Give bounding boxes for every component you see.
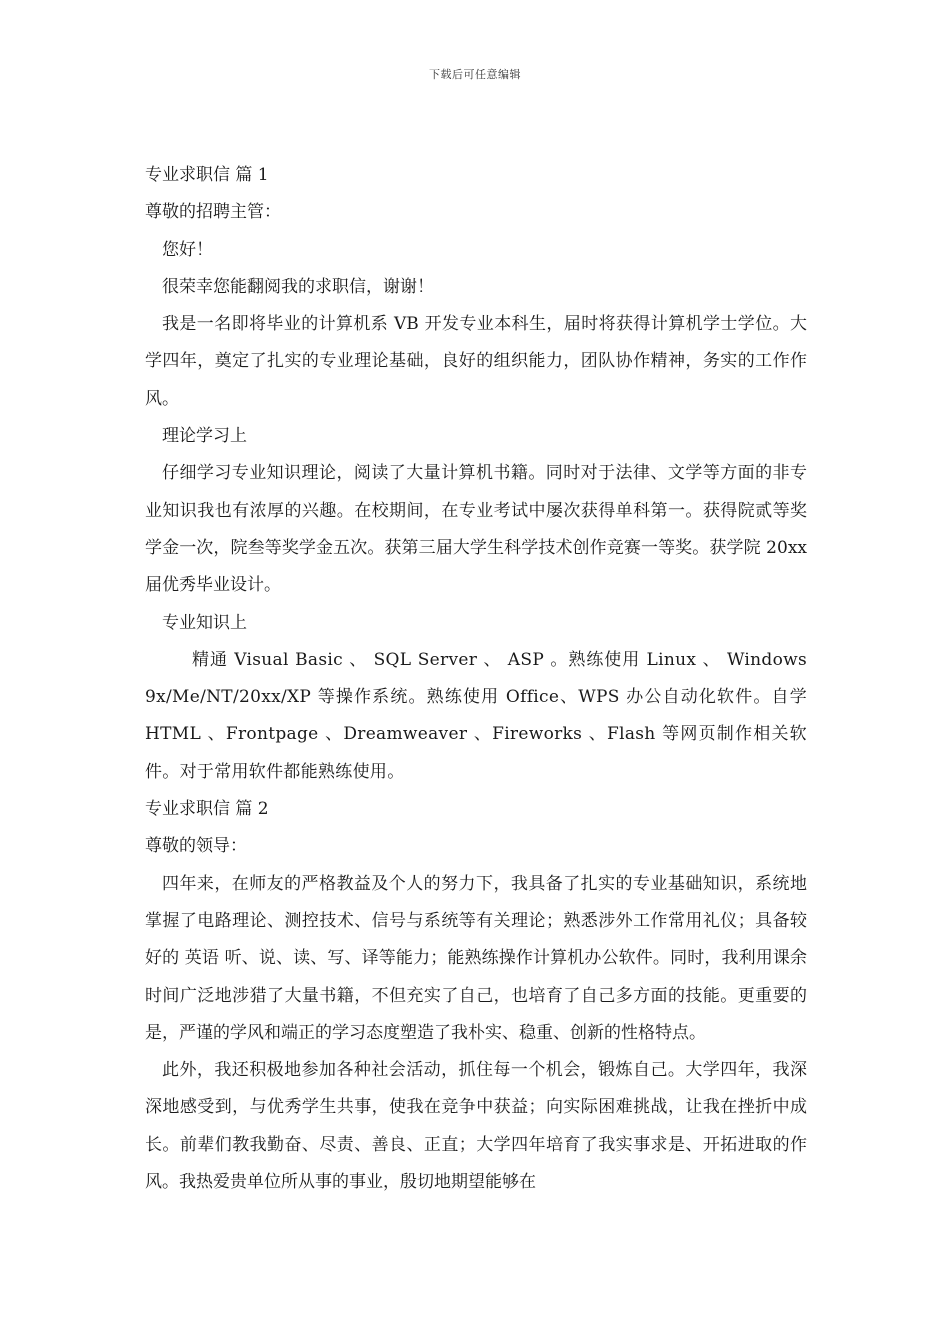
- letter1-section1-title: 理论学习上: [162, 426, 247, 447]
- letter2-title: 专业求职信 篇 2: [145, 799, 269, 820]
- letter1-greeting: 您好！: [162, 239, 213, 260]
- letter1-section2-body: 精通 Visual Basic 、 SQL Server 、 ASP 。熟练使用 Linux 、 Windows 9x/Me/NT/20xx/XP 等操作系统。熟练使用 Office、WPS 办公自动化软件。自学 HTML 、Frontpage 、Dreamweaver 、Fireworks 、Flash 等网页制作相关软件。对于常用软件都能熟练使用。: [145, 649, 807, 782]
- page-header-note: 下载后可任意编辑: [429, 68, 521, 81]
- document-body: [145, 157, 807, 1201]
- letter1-thanks: 很荣幸您能翻阅我的求职信，谢谢！: [162, 276, 434, 297]
- letter2-para2: 此外，我还积极地参加各种社会活动，抓住每一个机会，锻炼自己。大学四年，我深深地感受到，与优秀学生共事，使我在竞争中获益；向实际困难挑战，让我在挫折中成长。前辈们教我勤奋、尽责、善良、正直；大学四年培育了我实事求是、开拓进取的作风。我热爱贵单位所从事的事业，殷切地期望能够在: [145, 1060, 807, 1193]
- letter1-section2-title: 专业知识上: [162, 612, 247, 633]
- letter2-salutation: 尊敬的领导：: [145, 836, 247, 857]
- letter1-section1-body: 仔细学习专业知识理论，阅读了大量计算机书籍。同时对于法律、文学等方面的非专业知识我也有浓厚的兴趣。在校期间，在专业考试中屡次获得单科第一。获得院贰等奖学金一次，院叁等奖学金五次。获第三届大学生科学技术创作竞赛一等奖。获学院 20xx 届优秀毕业设计。: [145, 463, 807, 596]
- letter1-intro: 我是一名即将毕业的计算机系 VB 开发专业本科生，届时将获得计算机学士学位。大学四年，奠定了扎实的专业理论基础，良好的组织能力，团队协作精神，务实的工作作风。: [145, 314, 807, 409]
- letter1-salutation: 尊敬的招聘主管：: [145, 202, 281, 223]
- letter2-para1: 四年来，在师友的严格教益及个人的努力下，我具备了扎实的专业基础知识，系统地掌握了电路理论、测控技术、信号与系统等有关理论；熟悉涉外工作常用礼仪；具备较好的 英语 听、说、读、写、译等能力；能熟练操作计算机办公软件。同时，我利用课余时间广泛地涉猎了大量书籍，不但充实了自己，也培育了自己多方面的技能。更重要的是，严谨的学风和端正的学习态度塑造了我朴实、稳重、创新的性格特点。: [145, 873, 807, 1043]
- letter1-title: 专业求职信 篇 1: [145, 165, 269, 185]
